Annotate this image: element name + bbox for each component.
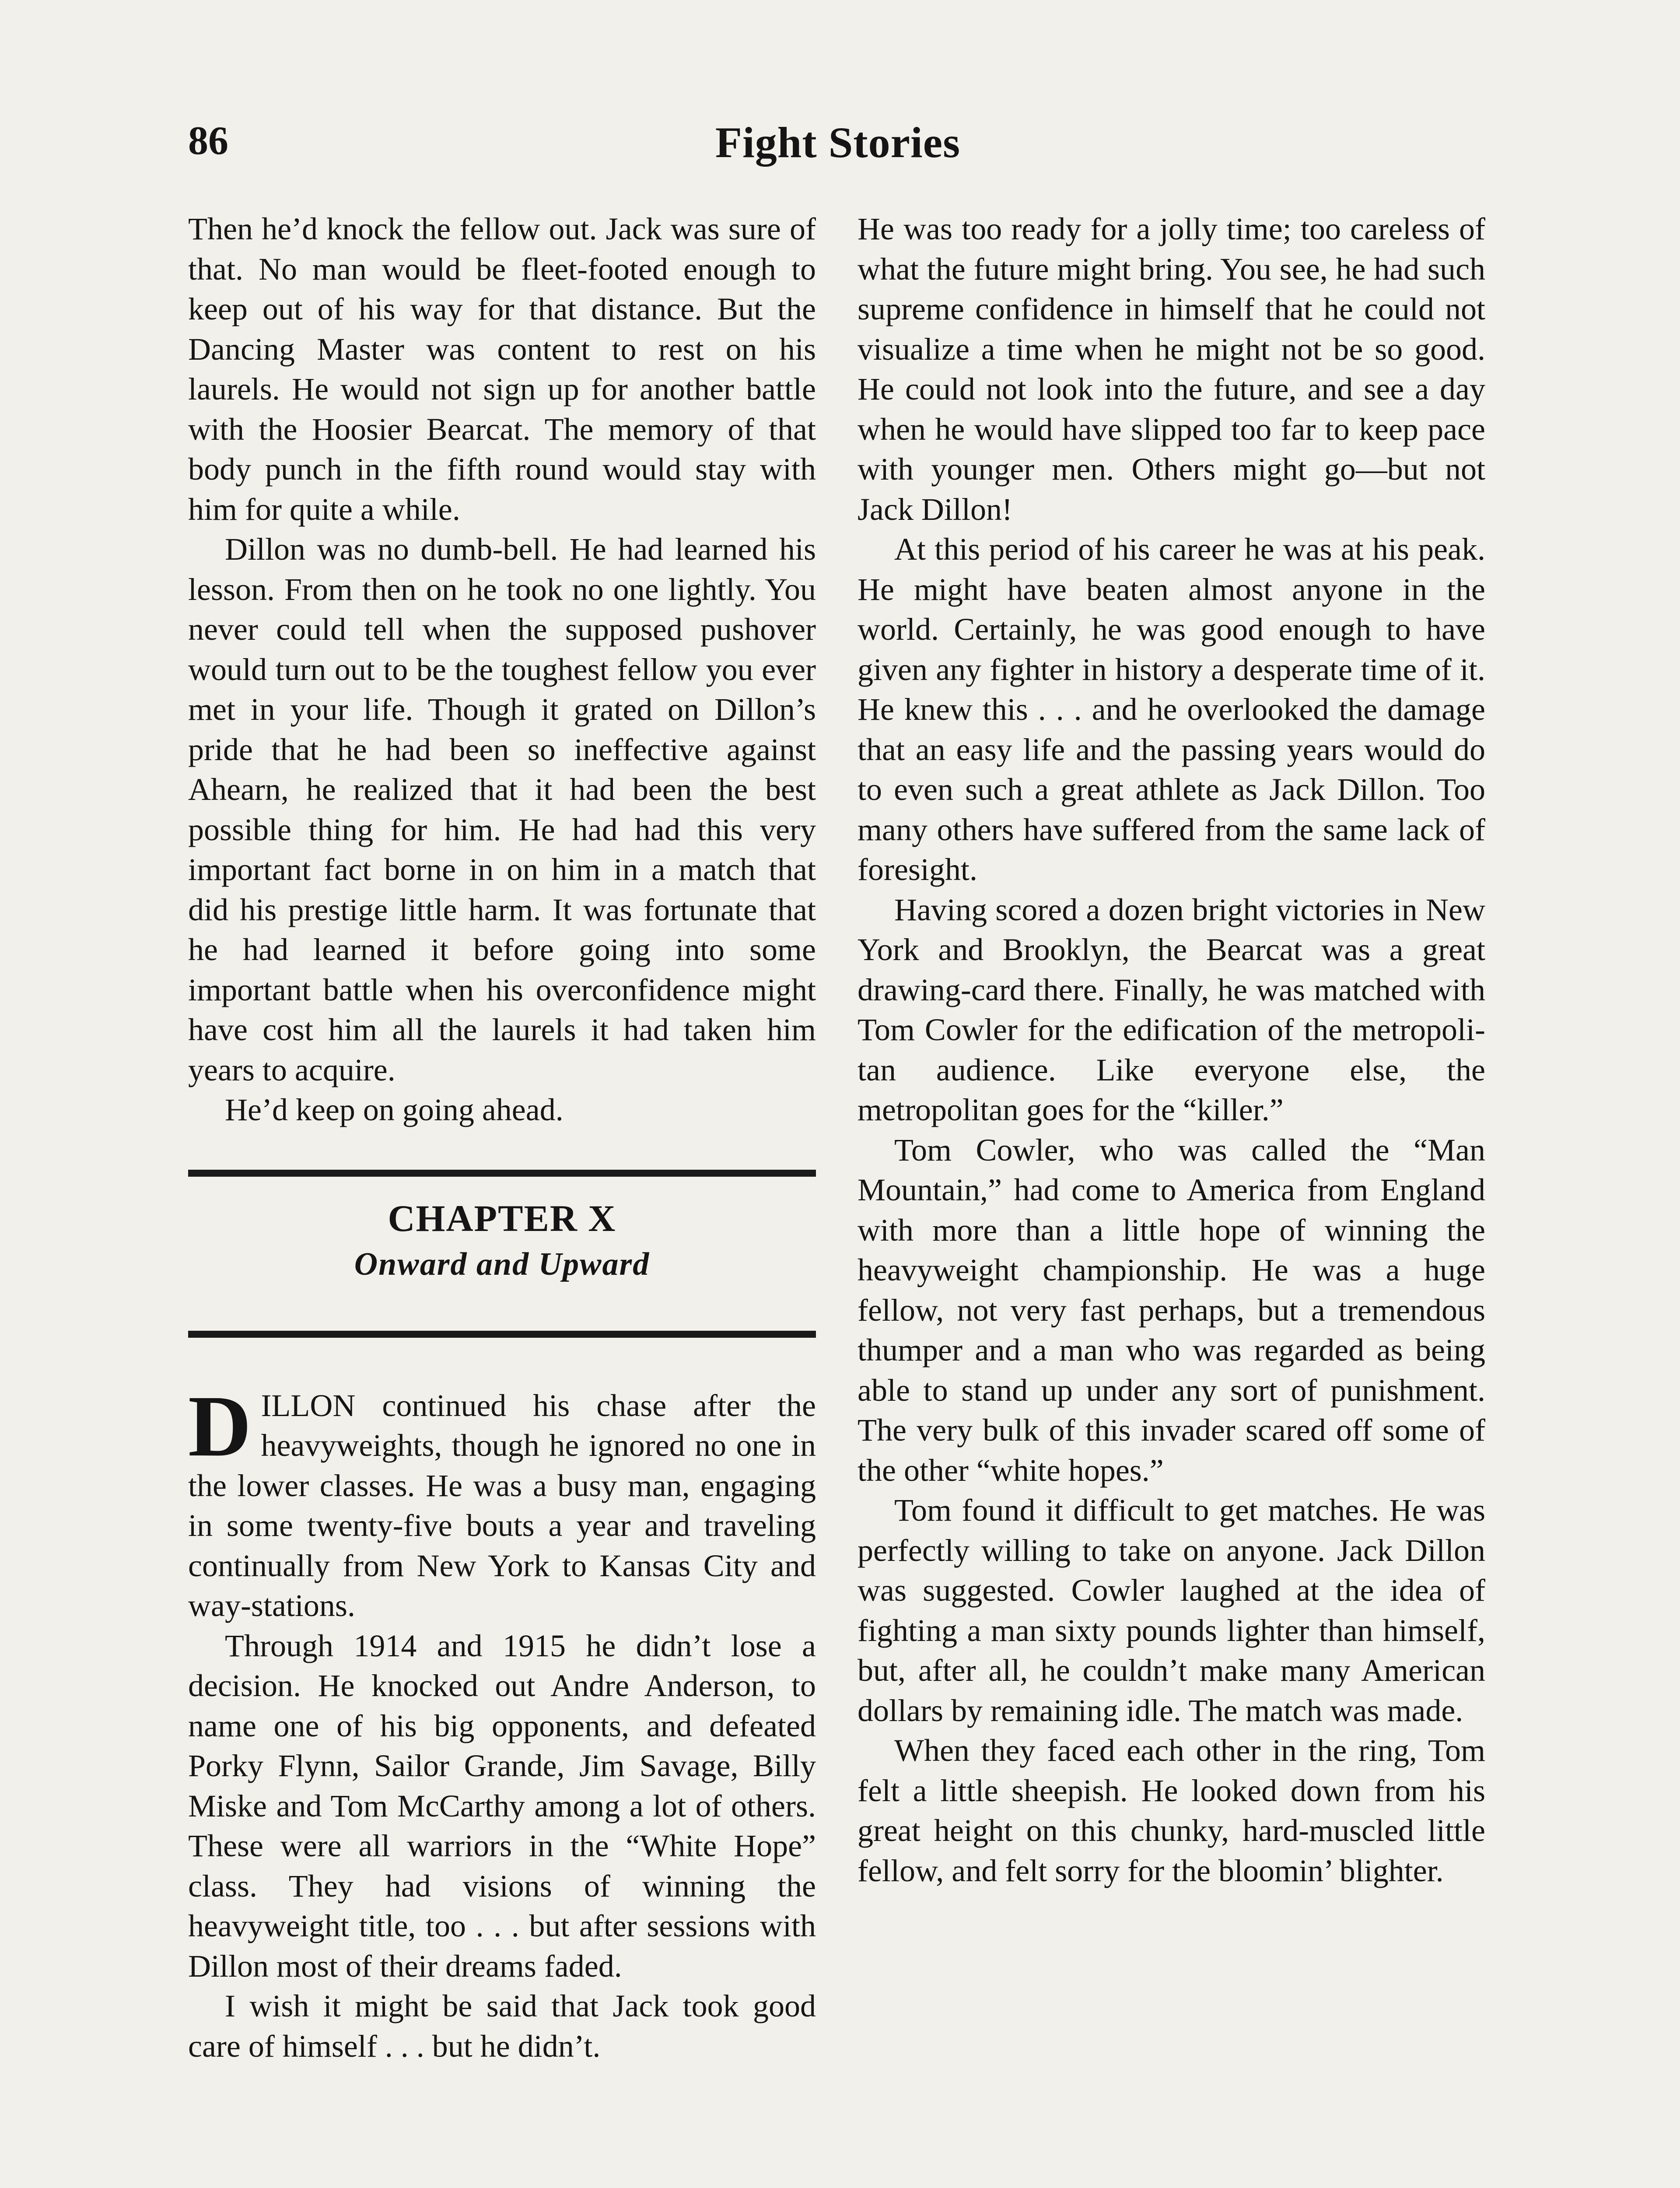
paragraph-text: ILLON continued his chase after the heavyweights, though he ignored no one in the lower classes. He was a busy man, engaging in some twenty-five bouts a year and traveling continually from New York to Kansas City and way-stations.	[188, 1388, 816, 1623]
left-column	[188, 209, 816, 2066]
chapter-opening-paragraph	[188, 1378, 816, 1626]
paragraph: Tom found it difficult to get matches. He was perfectly willing to take on anyone. Jack Dillon was suggested. Cowler laughed at the idea of fighting a man sixty pounds lighter than himself, but, after all, he couldn’t make many American dollars by remaining idle. The match was made.	[858, 1493, 1485, 1728]
running-title: Fight Stories	[715, 118, 961, 167]
paragraph: Then he’d knock the fellow out. Jack was sure of that. No man would be fleet-footed enough to keep out of his way for that distance. But the Dancing Master was content to rest on his laurels. He would not sign up for another battle with the Hoosier Bearcat. The memory of that body punch in the fifth round would stay with him for quite a while.	[188, 211, 816, 527]
chapter-divider-bottom	[188, 1331, 816, 1338]
right-column	[858, 209, 1485, 1891]
paragraph: He’d keep on going ahead.	[225, 1092, 564, 1127]
paragraph: Having scored a dozen bright victories in New York and Brooklyn, the Bearcat was a great drawing-card there. Finally, he was matched with Tom Cowler for the edification of the metropolitan audience. Like everyone else, the metropolitan goes for the “killer.”	[858, 892, 1485, 1127]
paragraph: Tom Cowler, who was called the “Man Mountain,” had come to America from England with more than a little hope of winning the heavyweight championship. He was a huge fellow, not very fast perhaps, but a tremendous thumper and a man who was regarded as being able to stand up under any sort of punishment. The very bulk of this invader scared off some of the other “white hopes.”	[858, 1132, 1485, 1488]
paragraph: When they faced each other in the ring, Tom felt a little sheepish. He looked down from his great height on this chunky, hard-muscled little fellow, and felt sorry for the bloomin’ blighter.	[858, 1733, 1485, 1888]
paragraph: He was too ready for a jolly time; too careless of what the future might bring. You see, he had such supreme confidence in himself that he could not visualize a time when he might not be so good. He could not look into the future, and see a day when he would have slipped too far to keep pace with younger men. Others might go—but not Jack Dillon!	[858, 211, 1485, 527]
page-header	[188, 117, 1488, 174]
paragraph: Dillon was no dumb-bell. He had learned his lesson. From then on he took no one lightly. You never could tell when the supposed pushover would turn out to be the toughest fellow you ever met in your life. Though it grated on Dillon’s pride that he had been so ineffective against Ahearn, he realized that it had been the best possible thing for him. He had had this very important fact borne in on him in a match that did his prestige little harm. It was fortunate that he had learned it before going into some important battle when his overconfidence might have cost him all the laurels it had taken him years to acquire.	[188, 532, 816, 1087]
chapter-divider-top	[188, 1170, 816, 1177]
drop-cap: D	[188, 1378, 252, 1475]
chapter-label: CHAPTER X	[388, 1197, 616, 1239]
chapter-heading	[188, 1177, 816, 1290]
paragraph: At this period of his career he was at his peak. He might have beaten almost anyone in the world. Certainly, he was good enough to have given any fighter in history a desperate time of it. He knew this . . . and he overlooked the damage that an easy life and the passing years would do to even such a great athlete as Jack Dillon. Too many others have suffered from the same lack of foresight.	[858, 532, 1485, 887]
page-number: 86	[188, 118, 228, 163]
chapter-subtitle: Onward and Upward	[354, 1246, 650, 1282]
paragraph: Through 1914 and 1915 he didn’t lose a decision. He knocked out Andre Anderson, to name one of his big opponents, and defeated Porky Flynn, Sailor Grande, Jim Savage, Billy Miske and Tom McCarthy among a lot of others. These were all warriors in the “White Hope” class. They had visions of winning the heavyweight title, too . . . but after sessions with Dillon most of their dreams faded.	[188, 1628, 816, 1984]
paragraph: I wish it might be said that Jack took good care of himself . . . but he didn’t.	[188, 1988, 816, 2064]
